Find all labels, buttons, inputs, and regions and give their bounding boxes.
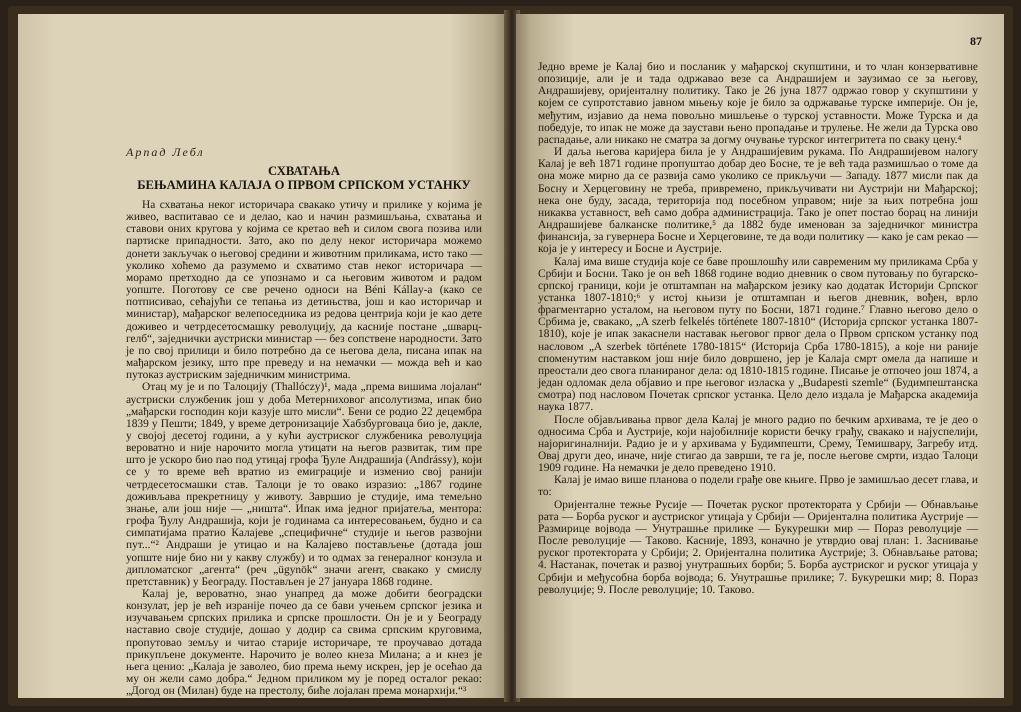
paragraph: После објављивања првог дела Калај је много радио по бечким архивама, те је део о односима Срба и Аустрије, који најобилније користи бечку грађу, свакако и најуспелији, најоригиналнији. Радио је и у архивама у Будимпешти, Срему, Темишвару, Загребу итд. Овај други део, иначе, није стигао да заврши, те га је, после његове смрти, издао Талоци 1909 године. На немачки је дело преведено 1910. xyxy=(538,413,978,475)
paragraph: Оријенталне тежње Русије — Почетак руског протектората у Србији — Обнављање рата — Борба руског и аустриског утицаја у Србији — Оријентална политика Аустрије — Размирице војвода — Унутрашње прилике — Букурешки мир — Пораз револуције — После револуције — Таково. Касније, 1893, коначно је утврдио овај план: 1. Заснивање руског протектората у Србији; 2. Оријентална политика Аустрије; 3. Обнављање ратова; 4. Настанак, почетак и развој унутрашњих борби; 5. Борба аустриског и руског утицаја у Србији и међусобна борба војвода; 6. Унутрашње прилике; 7. Букурешки мир; 8. Пораз револуције; 9. После револуције; 10. Таково. xyxy=(538,498,978,596)
open-book xyxy=(8,6,1013,706)
page-number: 87 xyxy=(970,34,982,48)
right-page xyxy=(516,14,1004,698)
left-page xyxy=(18,14,508,698)
article-author: Арпад Лебл xyxy=(126,145,205,159)
title-line-1: СХВАТАЊА xyxy=(267,164,341,178)
paragraph: На схватања неког историчара свакако утичу и прилике у којима је живео, васпитавао се и делао, као и начин размишљања, схватања и ставови оних кругова у којима се кретао већ и силом свога позива или партиске припадности. Зато, ако по делу неког историчара можемо донети закључак о његовој средини и животним приликама, исто тако — уколико хоћемо да разумемо и схватимо став неког историчара — морамо претходно да се упознамо и са његовим животом и радом уопште. Поготову се све речено односи на Béni Kállay-a (како се потписивао, сећајући се тепања из детињства, још и као историчар и министар), мађарског велепоседника из редова центрија који је као дете доживео и четрдесетосмашку револуцију, да касније постане „шварц-гелб“, заједнички аустриски министар — без сопствене народности. Зато је по свој прилици и било потребно да се његова дела, писана ипак на мађарском језику, што пре преведу и на немачки — можда већ и као путоказ аустриским заједничким министрима. xyxy=(126,199,482,382)
paragraph: Калај је имао више планова о подели грађе ове књиге. Прво је замишљао десет глава, и то: xyxy=(538,474,978,499)
paragraph: Једно време је Калај био и посланик у мађарској скупштини, и то члан конзервативне опозиције, али је и тада одржавао везе са Андрашијем и заузимао се за његову, Андрашијеву, оријенталну политику. Тако је 26 јуна 1877 одржао говор у скупштини у којем се супротставио јавном мњењу које је било за одржавање турске империје. Он је, међутим, изјавио да нема повољно мишљење о турској уставности. Може Турска и да победује, то ипак не може да заустави њено пропадање и трулење. Не жели да Турска ово распадање, али никако не сматра за догму очување турског интегритета по сваку цену.⁴ xyxy=(538,61,978,146)
title-line-2: БЕЊАМИНА КАЛАЈА О ПРВОМ СРПСКОМ УСТАНКУ xyxy=(137,178,471,192)
paragraph: Отац му је и по Талоцију (Thallóczy)¹, мада „према вишима лојалан“ аустриски службеник још у доба Метерниховог апсолутизма, ипак био „мађарски господин који казује што мисли“. Бени се родио 22 децембра 1839 у Пешти; 1849, у време детронизације Хабзбурговаца био је, дакле, у својој десетој години, а у кући аустриског службеника револуција вероватно и није нарочито могла утицати на његов развитак, тим пре што је ускоро био пао под утицај грофа Ђуле Андрашија (Andrássy), који се у то време већ вратио из емиграције и изменио свој ранији четрдесетосмашки став. Талоци је то овако изразио: „1867 године доживљава прекретницу у животу. Завршио је студије, има темељно знање, али још није — „ништа“. Ипак има једног пријатеља, ментора: грофа Ђулу Андрашија, који је годинама са интересовањем, будно и са симпатијама пратио Калајеве „специфичне“ студије и његов развојни пут...“² Андраши је утицао и на Калајево постављење (дотада још уопште није био ни у какву службу) и то одмах за генералног конзула и дипломатског „агента“ (реч „ügynök“ значи агент, свакако у смислу претставник) у Београду. Постављен је 27 јануара 1868 године. xyxy=(126,381,482,588)
right-page-body xyxy=(538,61,978,596)
paragraph: Калај има више студија које се баве прошлошћу или савременим му приликама Срба у Србији и Босни. Тако је он већ 1868 године водио дневник о свом путовању по бугарско-српској граници, који је отштампан на мађарском језику као додатак Историји Српског устанка 1807-1810;⁶ у истој књизи је отштампан и његов дневник, вођен, врло фрагментарно усталом, на његовом путу по Босни, 1871 године.⁷ Главно његово дело о Србима је, свакако, „A szerb felkelés története 1807-1810“ (Историја српског устанка 1807-1810), које је ипак закаснели наставак његовог првог дела о Првом српском устанку под насловом „A szerbek története 1780-1815“ (Историја Срба 1780-1815), а које ни раније споменутим наставком још није било довршено, јер је Калаја смрт омела да напише и преостали део свога планираног дела: од 1810-1815 године. Писање је отпочео још 1874, а један одломак дела објавио и пре његовог изласка у „Budapesti szemle“ (Будимпештанска смотра) под насловом Почетак српског устанка. Цело дело издала је Мађарска академија наука 1877. xyxy=(538,255,978,414)
article-title xyxy=(126,164,482,192)
paragraph: Калај је, вероватно, знао унапред да може добити београдски конзулат, јер је већ изранije почео да се бави учењем српског језика и изучавањем српских прилика и српске прошлости. Он је и у Београду наставио своје студије, дошао у додир са свима српским круговима, пропутовао земљу и читао старије историчаре, те проучавао дотада прикупљене документе. Нарочито је волео кнеза Милана; а и кнез је њега ценио: „Калаја је заволео, био према њему искрен, јер је осећао да му он жели само добра.“ Једном приликом му је поред осталог рекао: „Догод он (Милан) буде на престолу, биће лојалан према монархији.“³ xyxy=(126,588,482,698)
paragraph: И даља његова каријера била је у Андрашијевим рукама. По Андрашијевом налогу Калај је већ 1871 године пропуштао добар део Босне, те је већ тада размишљао о томе да она може мирно да се развија само уколико се прикључи — Западу. 1877 мисли пак да Босну и Херцеговину не треба, привремено, прикључивати ни Аустрији ни Мађарској; нека оне буду, засада, територија под посебном управом; није за њих потребна још никаква уставност, већ само добра администрација. Тако је опет постао борац на линији Андрашијеве балканске политике,⁵ да 1882 буде именован за заједничког министра финансија, за гувернера Босне и Херцеговине, те да води политику — како је сам рекао — која је у интересу и Босне и Аустрије. xyxy=(538,146,978,256)
left-page-body xyxy=(126,199,482,697)
